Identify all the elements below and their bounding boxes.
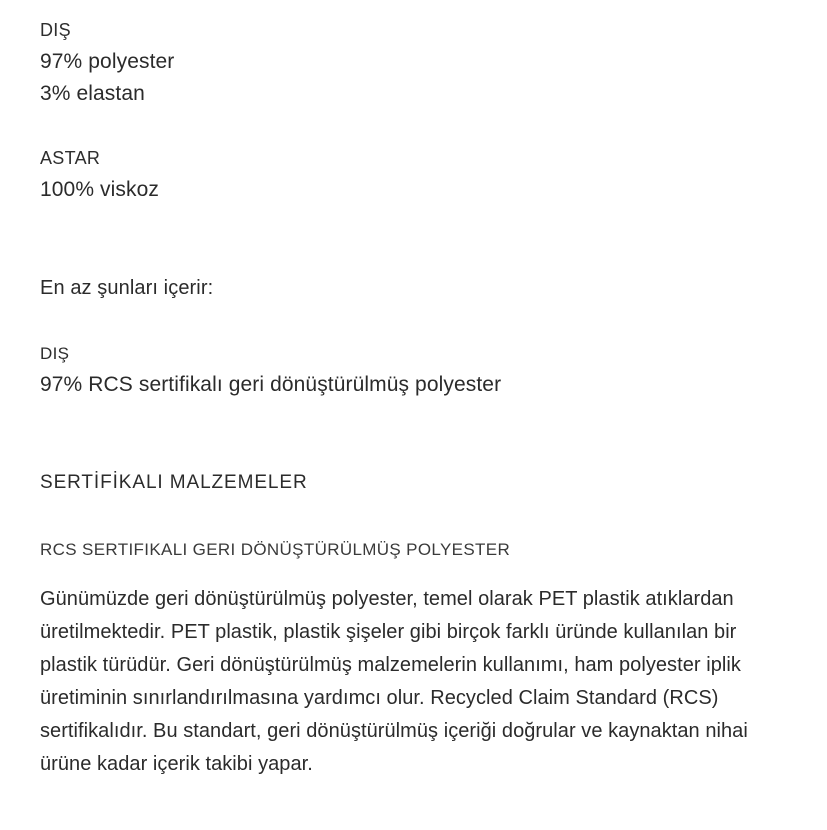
- lining-composition-group: [40, 142, 159, 206]
- contains-shell-label: DIŞ: [40, 344, 70, 363]
- contains-intro-group: [40, 272, 213, 304]
- contains-shell-group: [40, 339, 501, 401]
- certified-materials-heading-group: [40, 468, 308, 498]
- rcs-certified-polyester-entry: [40, 537, 788, 801]
- rcs-entry-body-text: Günümüzde geri dönüştürülmüş polyester, temel olarak PET plastik atıklardan üretilmektedir. PET plastik, plastik şişeler gibi birçok farklı üründe kullanılan bir plastik türüdür. Geri dönüştürülmüş malzemelerin kullanımı, ham polyester iplik üretiminin sınırlandırılmasına yardımcı olur. Recycled Claim Standard (RCS) sertifikalıdır. Bu standart, geri dönüştürülmüş içeriği doğrular ve kaynaktan nihai ürüne kadar içerik takibi yapar.: [40, 588, 748, 775]
- shell-composition-group: [40, 14, 174, 110]
- shell-material-elastane: 3% elastan: [40, 82, 145, 105]
- certified-materials-heading: SERTİFİKALI MALZEMELER: [40, 472, 308, 493]
- contains-shell-material-rcs-polyester: 97% RCS sertifikalı geri dönüştürülmüş polyester: [40, 373, 502, 396]
- lining-material-viscose: 100% viskoz: [40, 178, 159, 201]
- rcs-entry-subheading: RCS SERTIFIKALI GERI DÖNÜŞTÜRÜLMÜŞ POLYESTER: [40, 540, 511, 559]
- lining-composition-label: ASTAR: [40, 148, 101, 168]
- shell-material-polyester: 97% polyester: [40, 50, 175, 73]
- shell-composition-label: DIŞ: [40, 20, 71, 40]
- contains-intro-text: En az şunları içerir:: [40, 277, 214, 299]
